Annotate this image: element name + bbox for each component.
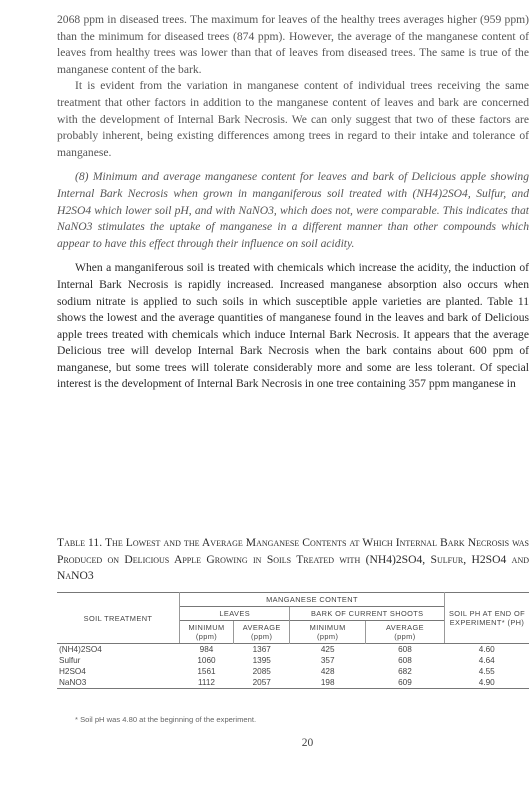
cell-ph: 4.90	[478, 678, 495, 687]
sub-leaf-avg: AVERAGE (ppm)	[233, 621, 289, 644]
cell-ph: 4.64	[478, 656, 495, 665]
cell-leaf-avg: 1395	[252, 656, 271, 665]
table-row	[57, 655, 529, 666]
col-leaves: LEAVES	[180, 607, 290, 621]
cell-ph: 4.60	[478, 645, 495, 654]
cell-bark-min: 425	[320, 645, 335, 654]
cell-bark-min: 357	[320, 656, 335, 665]
paragraph-manganiferous-soil: When a manganiferous soil is treated with chemicals which increase the acidity, the induction of Internal Bark Necrosis is rapidly increased. Increased manganese absorption also occurs when sodium nitrate is applied to such soils in which susceptible apple varieties are planted. Table 11 shows the lowest and the average quantities of manganese found in the leaves and bark of Delicious apple trees treated with chemicals which induce Internal Bark Necrosis. It appears that the average Delicious tree will develop Internal Bark Necrosis when the bark contains about 600 ppm of manganese, but some trees will tolerate considerably more and some are less tolerant. Of special interest is the development of Internal Bark Necrosis in one tree containing 357 ppm manganese in	[57, 261, 529, 391]
cell-leaf-min: 1112	[197, 678, 215, 687]
sub-bark-avg: AVERAGE (ppm)	[365, 621, 444, 644]
page-number: 20	[301, 737, 314, 749]
cell-bark-min: 428	[320, 667, 335, 676]
table-row	[57, 677, 529, 689]
cell-bark-min: 198	[320, 678, 335, 687]
row-treatment: H2SO4	[59, 667, 86, 676]
row-treatment: (NH4)2SO4	[59, 645, 102, 654]
sub-bark-min: MINIMUM (ppm)	[290, 621, 365, 644]
cell-leaf-min: 984	[199, 645, 214, 654]
sub-leaf-min: MINIMUM (ppm)	[180, 621, 234, 644]
cell-bark-avg: 608	[398, 656, 412, 665]
header-manganese-content: MANGANESE CONTENT	[180, 593, 445, 607]
table-row	[57, 644, 529, 656]
col-soil-ph: SOIL PH AT END OF EXPERIMENT* (PH)	[445, 593, 529, 644]
body-text	[57, 12, 529, 393]
cell-ph: 4.55	[478, 667, 495, 676]
row-treatment: NaNO3	[59, 678, 87, 687]
paragraph-conclusion-8: (8) Minimum and average manganese content for leaves and bark of Delicious apple showing Internal Bark Necrosis when grown in manganiferous soil treated with (NH4)2SO4, Sulfur, and H2SO4 which lower soil pH, and with NaNO3, which does not, were comparable. This indicates that NaNO3 stimulates the uptake of manganese in a different manner than other compounds which appear to have this effect through their influence on soil acidity.	[57, 170, 529, 250]
paragraph-variation: It is evident from the variation in manganese content of individual trees receiving the same treatment that other factors in addition to the manganese content of leaves and bark are concerned with the development of Internal Bark Necrosis. We can only suggest that two of these factors are probably inherent, being existing differences among trees in regard to their intake and tolerance of manganese.	[57, 79, 529, 159]
cell-leaf-min: 1060	[197, 656, 216, 665]
table-footnote: * Soil pH was 4.80 at the beginning of the experiment.	[75, 715, 257, 724]
cell-bark-avg: 609	[398, 678, 412, 687]
cell-leaf-avg: 2057	[252, 678, 271, 687]
table-row	[57, 666, 529, 677]
col-soil-treatment: SOIL TREATMENT	[57, 593, 180, 644]
cell-leaf-min: 1561	[197, 667, 216, 676]
table-title: Table 11. The Lowest and the Average Manganese Contents at Which Internal Bark Necrosis was Produced on Delicious Apple Growing in Soils Treated with (NH4)2SO4, Sulfur, H2SO4 and NaNO3	[57, 536, 529, 583]
cell-bark-avg: 608	[398, 645, 412, 654]
manganese-table	[57, 592, 529, 689]
row-treatment: Sulfur	[59, 656, 81, 665]
col-bark: BARK OF CURRENT SHOOTS	[290, 607, 445, 621]
cell-leaf-avg: 1367	[252, 645, 271, 654]
cell-bark-avg: 682	[398, 667, 412, 676]
paragraph-continuation: 2068 ppm in diseased trees. The maximum for leaves of the healthy trees averages higher (959 ppm) than the minimum for diseased trees (874 ppm). However, the average of the manganese content of leaves from healthy trees was lower than that of leaves from diseased trees. The same is true of the manganese content of the bark.	[57, 13, 529, 76]
cell-leaf-avg: 2085	[252, 667, 271, 676]
